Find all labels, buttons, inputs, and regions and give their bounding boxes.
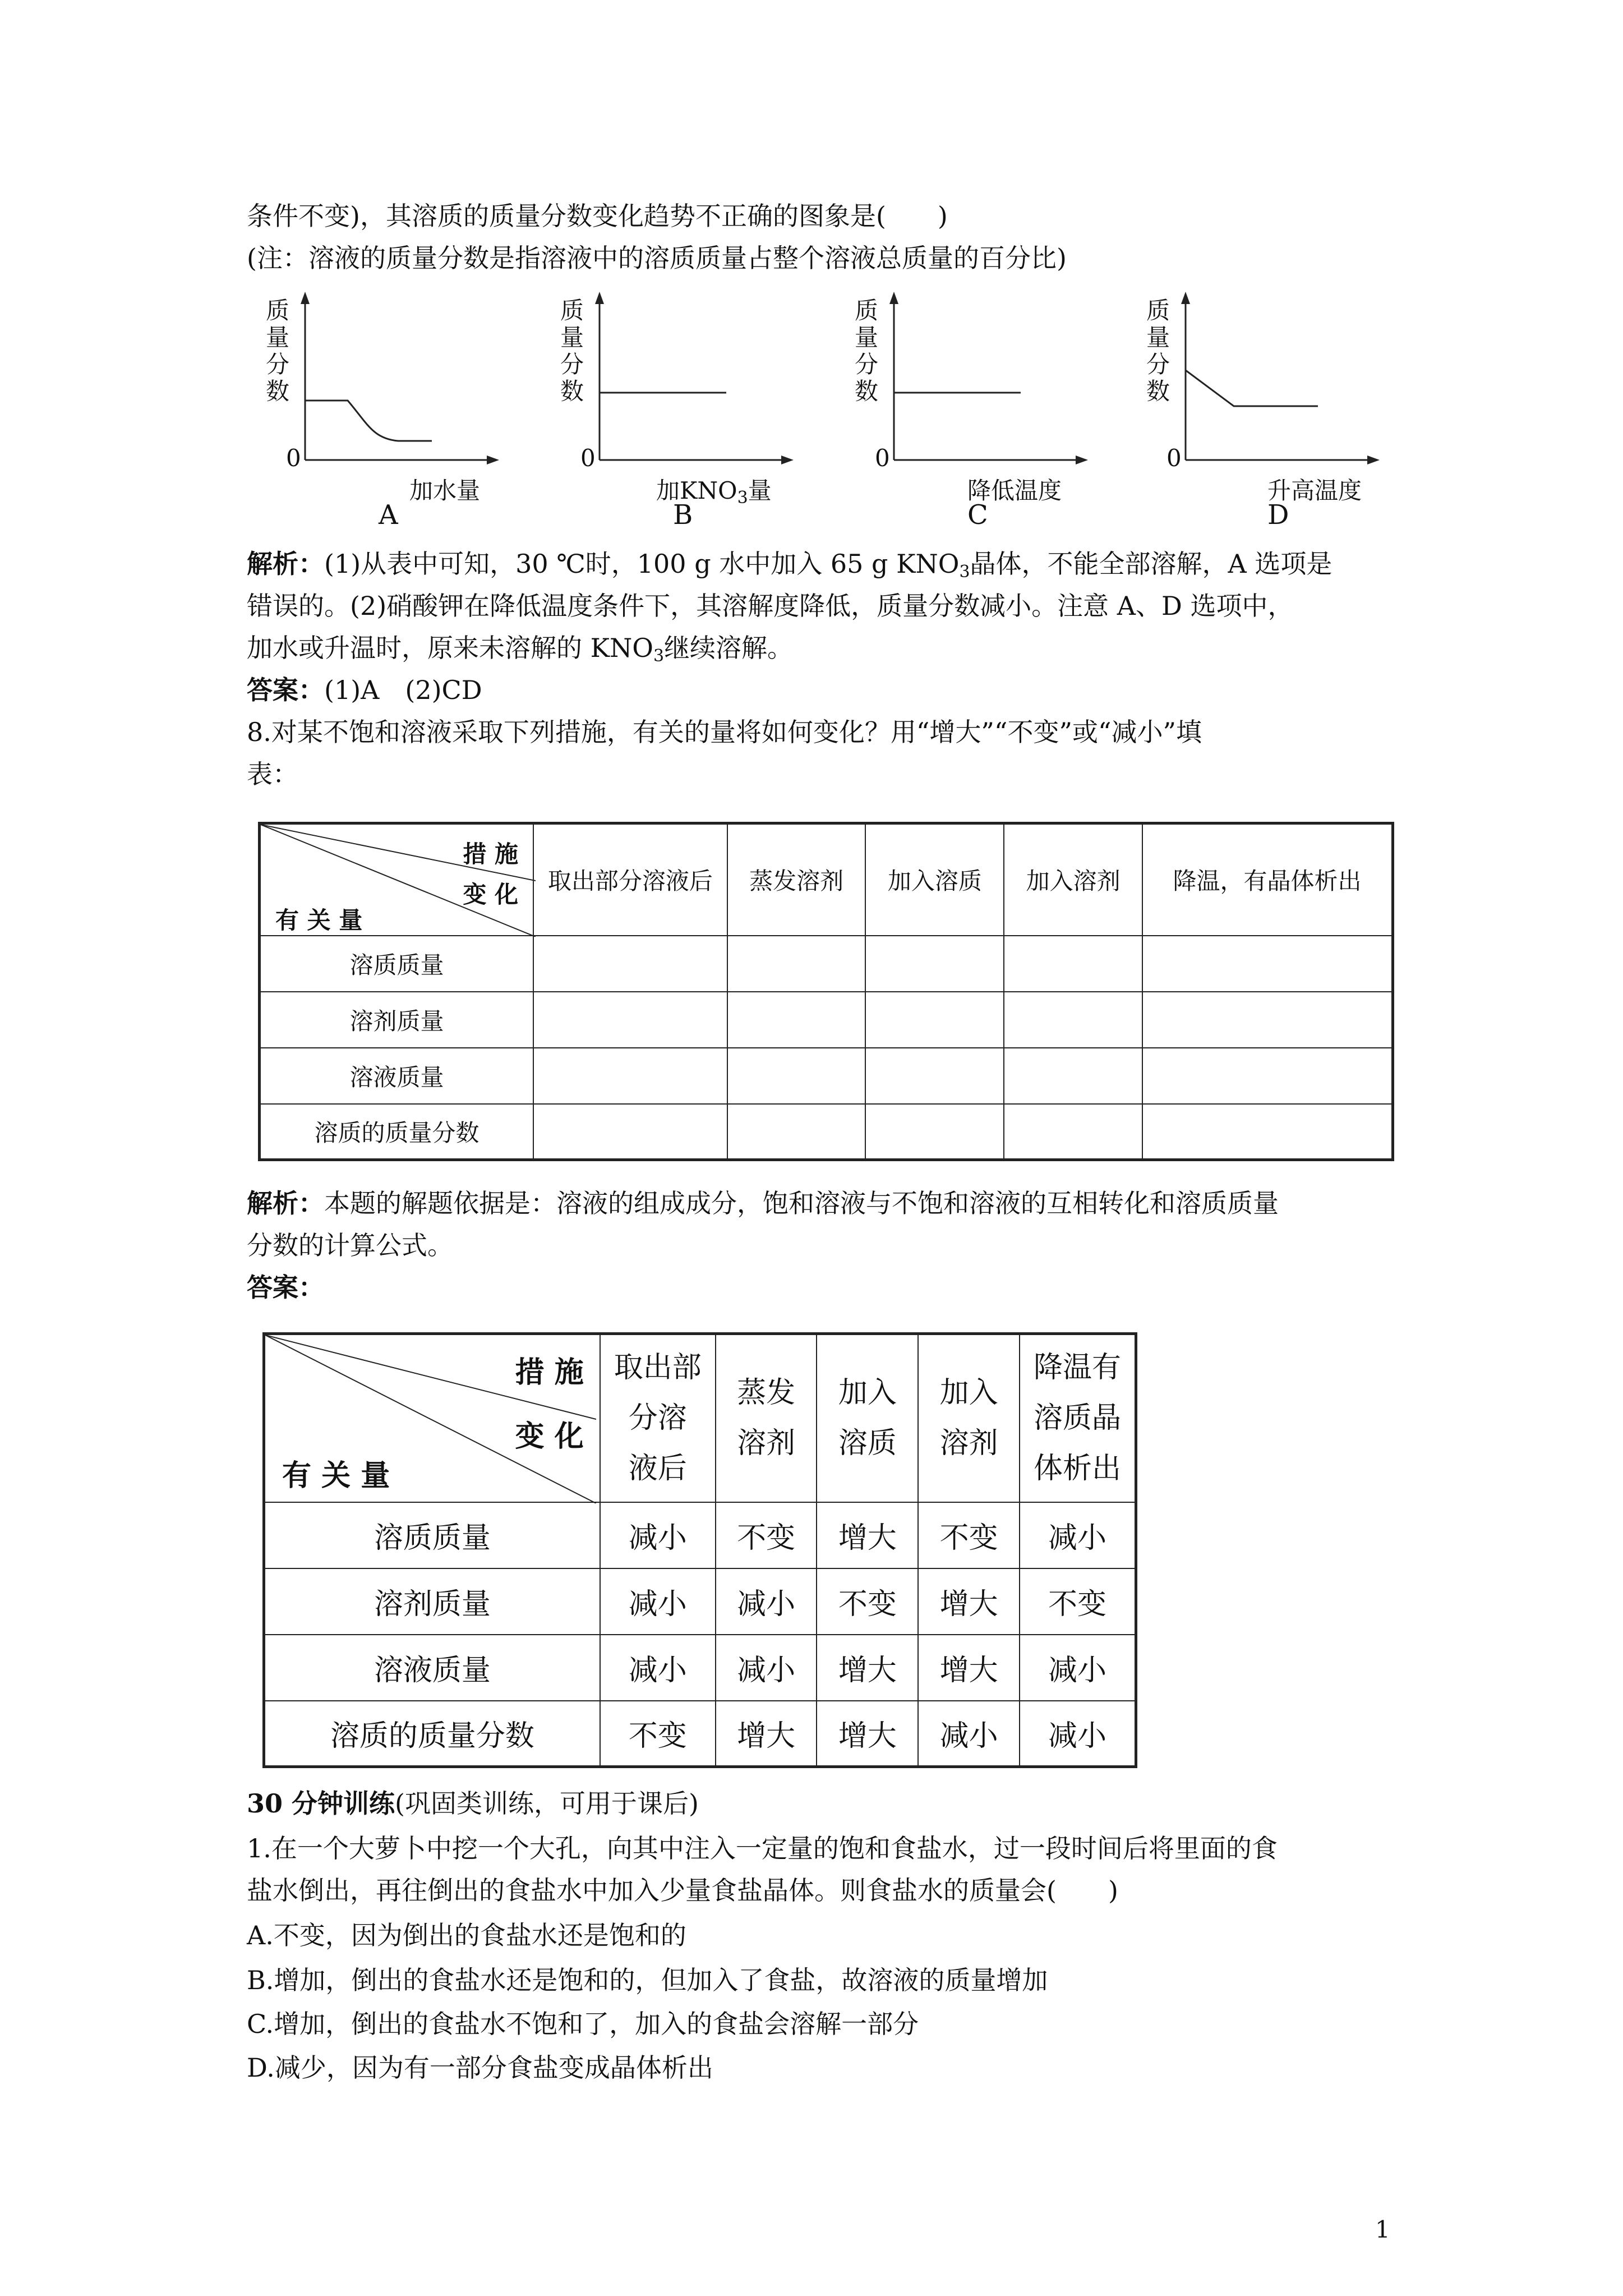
- graph-a: [264, 292, 499, 539]
- table-1-row-header: 溶质质量: [260, 936, 534, 992]
- table-2-corner: 措 施 变 化 有 关 量: [264, 1334, 600, 1502]
- table-cell: 不变: [1020, 1568, 1136, 1635]
- table-cell: 减小: [716, 1635, 817, 1701]
- graph-c-letter: C: [967, 499, 988, 531]
- table-cell: 增大: [817, 1502, 918, 1568]
- table-row: [264, 1568, 1136, 1635]
- page-number: 1: [1375, 2216, 1390, 2243]
- table-2-row-header: 溶质质量: [264, 1502, 600, 1568]
- table-row: [260, 936, 1393, 992]
- table-cell: 增大: [817, 1635, 918, 1701]
- table-cell: 不变: [918, 1502, 1020, 1568]
- graph-d-curve: [1186, 370, 1318, 406]
- training-title: 30 分钟训练(巩固类训练，可用于课后): [247, 1788, 699, 1819]
- graph-d-origin: 0: [1166, 444, 1182, 472]
- q8-line-1: 8.对某不饱和溶液采取下列措施，有关的量将如何变化？用“增大”“不变”或“减小”填: [247, 717, 1202, 747]
- training-q1-line-2: 盐水倒出，再往倒出的食盐水中加入少量食盐晶体。则食盐水的质量会( ): [247, 1875, 1118, 1906]
- table-row: [264, 1502, 1136, 1568]
- graph-a-origin: 0: [286, 444, 301, 472]
- graph-a-ylabel: 质量分数: [265, 297, 289, 405]
- table-cell: 增大: [918, 1635, 1020, 1701]
- intro-line-2: (注：溶液的质量分数是指溶液中的溶质质量占整个溶液总质量的百分比): [247, 243, 1067, 273]
- answer2-label: 答案：: [247, 1272, 324, 1303]
- table-cell: 增大: [918, 1568, 1020, 1635]
- table-1-row-header: 溶剂质量: [260, 992, 534, 1048]
- table-1-row-header: 溶液质量: [260, 1048, 534, 1104]
- graph-b-letter: B: [673, 499, 693, 531]
- table-2-col-header: 取出部 分溶 液后: [600, 1334, 716, 1502]
- table-1-corner: 措 施 变 化 有 关 量: [260, 823, 534, 936]
- graph-d-xlabel: 升高温度: [1267, 477, 1362, 504]
- table-cell: 减小: [600, 1502, 716, 1568]
- option-b: B.增加，倒出的食盐水还是饱和的，但加入了食盐，故溶液的质量增加: [247, 1965, 1048, 1995]
- table-1-col-header: 加入溶质: [865, 823, 1004, 936]
- table-row: [264, 1701, 1136, 1767]
- option-c: C.增加，倒出的食盐水不饱和了，加入的食盐会溶解一部分: [247, 2009, 919, 2039]
- graph-d-ylabel: 质量分数: [1146, 297, 1170, 405]
- table-1-col-header: 加入溶剂: [1004, 823, 1142, 936]
- analysis1-line-2: 错误的。(2)硝酸钾在降低温度条件下，其溶解度降低，质量分数减小。注意 A、D 选项中，: [247, 591, 1294, 621]
- table-cell: 增大: [716, 1701, 817, 1767]
- graph-c: [852, 292, 1088, 539]
- table-cell: 减小: [1020, 1701, 1136, 1767]
- graph-c-origin: 0: [875, 444, 890, 472]
- q8-line-2: 表：: [247, 759, 298, 789]
- table-cell: 不变: [600, 1701, 716, 1767]
- intro-line-1: 条件不变)，其溶质的质量分数变化趋势不正确的图象是( ): [247, 201, 948, 231]
- table-1-col-header: 降温，有晶体析出: [1142, 823, 1393, 936]
- analysis1-line-3: 加水或升温时，原来未溶解的 $KNO_3$继续溶解。: [247, 633, 794, 666]
- training-q1-line-1: 1.在一个大萝卜中挖一个大孔，向其中注入一定量的饱和食盐水，过一段时间后将里面的食: [247, 1833, 1278, 1864]
- table-2-col-header: 加入 溶质: [817, 1334, 918, 1502]
- table-cell: 增大: [817, 1701, 918, 1767]
- table-2-col-header: 降温有 溶质晶 体析出: [1020, 1334, 1136, 1502]
- graph-a-curve: [305, 401, 432, 441]
- option-a: A.不变，因为倒出的食盐水还是饱和的: [247, 1920, 686, 1950]
- graph-c-xlabel: 降低温度: [967, 477, 1062, 504]
- table-1: [258, 822, 1394, 1161]
- graph-c-ylabel: 质量分数: [854, 297, 878, 405]
- table-1-row-header: 溶质的质量分数: [260, 1104, 534, 1160]
- graph-a-letter: A: [379, 499, 398, 531]
- table-row: [260, 1104, 1393, 1160]
- table-cell: 减小: [600, 1635, 716, 1701]
- table-cell: 不变: [716, 1502, 817, 1568]
- table-cell: 减小: [600, 1568, 716, 1635]
- answer1: 答案：(1)A (2)CD: [247, 675, 482, 705]
- table-2-row-header: 溶液质量: [264, 1635, 600, 1701]
- analysis1-line-1: 解析：(1)从表中可知，30 ℃时，100 g 水中加入 65 g $KNO_3$晶体，不能全部溶解，A 选项是: [247, 549, 1332, 582]
- graph-a-xlabel: 加水量: [409, 477, 481, 504]
- table-2-row-header: 溶质的质量分数: [264, 1701, 600, 1767]
- table-cell: 减小: [716, 1568, 817, 1635]
- analysis2-line-2: 分数的计算公式。: [247, 1230, 453, 1260]
- graph-d-letter: D: [1267, 499, 1289, 531]
- graph-b-origin: 0: [580, 444, 596, 472]
- analysis2-line-1: 解析：本题的解题依据是：溶液的组成成分，饱和溶液与不饱和溶液的互相转化和溶质质量: [247, 1188, 1279, 1218]
- table-cell: 减小: [918, 1701, 1020, 1767]
- graph-b-xlabel: 加$KNO_3$量: [656, 477, 772, 508]
- table-1-col-header: 取出部分溶液后: [533, 823, 727, 936]
- graph-d: [1144, 292, 1380, 539]
- table-cell: 不变: [817, 1568, 918, 1635]
- option-d: D.减少，因为有一部分食盐变成晶体析出: [247, 2053, 713, 2083]
- table-1-col-header: 蒸发溶剂: [727, 823, 866, 936]
- graph-b: [558, 292, 794, 539]
- table-row: [260, 992, 1393, 1048]
- table-cell: 减小: [1020, 1635, 1136, 1701]
- table-2: [262, 1332, 1137, 1768]
- table-2-row-header: 溶剂质量: [264, 1568, 600, 1635]
- graph-b-ylabel: 质量分数: [560, 297, 584, 405]
- table-row: [264, 1635, 1136, 1701]
- table-2-col-header: 蒸发 溶剂: [716, 1334, 817, 1502]
- table-2-col-header: 加入 溶剂: [918, 1334, 1020, 1502]
- table-cell: 减小: [1020, 1502, 1136, 1568]
- table-row: [260, 1048, 1393, 1104]
